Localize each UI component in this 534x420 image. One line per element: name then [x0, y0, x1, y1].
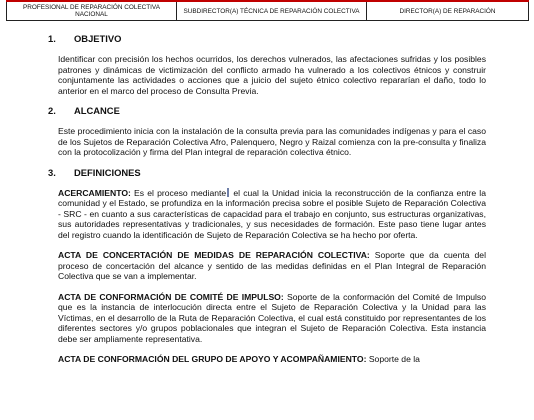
objetivo-paragraph: Identificar con precisión los hechos ocurridos, los derechos vulnerados, las afectaciones sufridas y los posibles patrones y dinámicas de victimización del conflicto armado ha vulnerado a los colectivos étnicos y construir conjuntamente las actividades o acciones que a juicio del sujeto étnico colectivo repararían el daño, todo lo anterior en el marco del proceso de Consulta Previa.	[58, 54, 486, 96]
section-title: DEFINICIONES	[74, 166, 141, 178]
definition-term: ACTA DE CONFORMACIÓN DE COMITÉ DE IMPULSO:	[58, 291, 284, 302]
section-heading-alcance: 2. ALCANCE	[48, 105, 120, 116]
definition-text: Soporte de la conformación del Comité de Impulso que es la instancia de interlocución directa entre el Sujeto de Reparación Colectiva y la Unidad para las Víctimas, en el desarrollo de la Ruta de Reparación Colectiva, el cual está constituido por representantes de los diferentes sectores y/o grupos poblacionales que integran el Sujeto de Reparación Colectiva. Esta instancia debe ser ampliamente representativa.	[58, 291, 486, 344]
definition-term: ACTA DE CONCERTACIÓN DE MEDIDAS DE REPARACIÓN COLECTIVA:	[58, 250, 370, 260]
section-heading-objetivo: 1. OBJETIVO	[48, 33, 122, 44]
document-body	[48, 33, 486, 365]
definition-text: Es el proceso mediante	[130, 187, 227, 198]
signature-header-table	[6, 0, 529, 21]
definition-acta-grupo-apoyo	[58, 354, 486, 365]
definition-term: ACERCAMIENTO:	[58, 187, 131, 198]
definition-text: Soporte que da cuenta del proceso de concertación del alcance y sentido de las medidas definidas en el Plan Integral de Reparación Colectiva que se van a implementar.	[58, 250, 486, 281]
text-cursor	[227, 188, 229, 197]
header-role-subdirector: SUBDIRECTOR(A) TÉCNICA DE REPARACIÓN COLECTIVA	[177, 1, 367, 21]
definition-acta-concertacion	[58, 250, 486, 282]
section-heading-definiciones: 3. DEFINICIONES	[48, 166, 141, 178]
definition-term: ACTA DE CONFORMACIÓN DEL GRUPO DE APOYO Y ACOMPAÑAMIENTO:	[58, 354, 367, 364]
section-title: ALCANCE	[74, 105, 120, 116]
header-role-director: DIRECTOR(A) DE REPARACIÓN	[367, 1, 529, 21]
header-role-professional: PROFESIONAL DE REPARACIÓN COLECTIVA NACIONAL	[7, 1, 177, 21]
definition-acercamiento	[58, 188, 486, 241]
definition-text: el cual la Unidad inicia la reconstrucción de la confianza entre la comunidad y el Estado, se profundiza en la información precisa sobre el posible Sujeto de Reparación Colectiva - SRC - en cuanto a sus características de capacidad para el trabajo en conjunto, sus estructuras organizativas, sus autoridades representativas y tradicionales, y sus necesidades de formación. Este paso tiene lugar antes del registro cuando la identificación de Sujeto de Reparación Colectiva se ha hecho por oferta.	[58, 187, 486, 240]
alcance-paragraph: Este procedimiento inicia con la instalación de la consulta previa para las comunidades indígenas y para el caso de los Sujetos de Reparación Colectiva Afro, Palenquero, Negro y Raizal comienza con la pre-consulta y finaliza con la protocolización y firma del Plan integral de reparación colectiva étnico.	[58, 126, 486, 157]
section-title: OBJETIVO	[74, 33, 122, 44]
definition-acta-comite-impulso	[58, 292, 486, 345]
definition-text: Soporte de la	[366, 354, 420, 364]
